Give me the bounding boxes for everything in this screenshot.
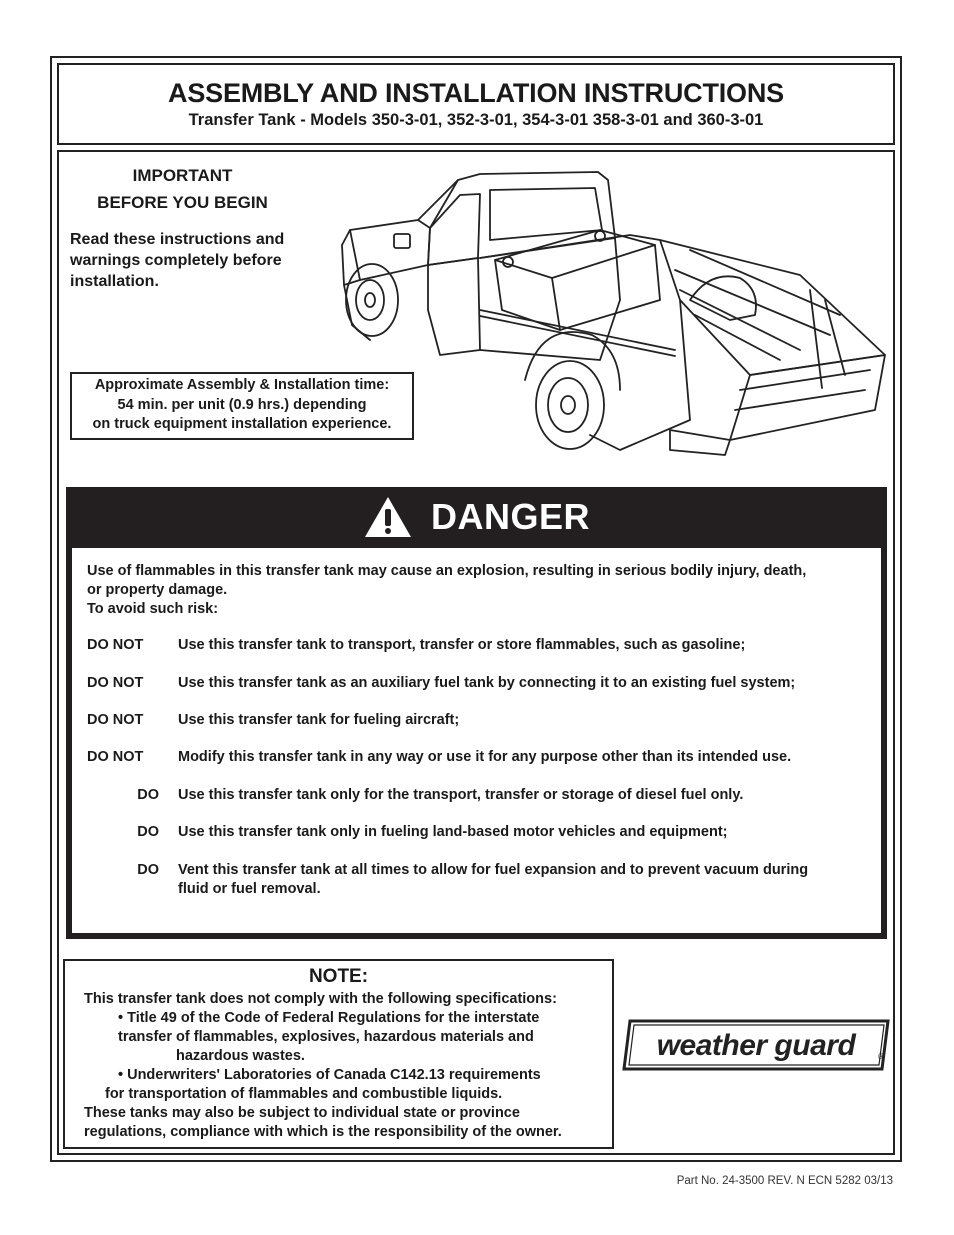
read-line: Read these instructions and xyxy=(70,231,285,248)
before-begin-line: BEFORE YOU BEGIN xyxy=(97,193,268,212)
rule-text: Use this transfer tank as an auxiliary fuel tank by connecting it to an existing fuel system; xyxy=(178,675,796,691)
rule-label: DO NOT xyxy=(87,675,144,691)
registered-mark: ® xyxy=(878,1052,884,1061)
rule-text-line: fluid or fuel removal. xyxy=(178,881,321,897)
rule-text: Modify this transfer tank in any way or use it for any purpose other than its intended use. xyxy=(178,749,792,765)
logo-text: weather guard xyxy=(656,1029,856,1062)
time-line: on truck equipment installation experience. xyxy=(92,416,392,432)
note-line: • Title 49 of the Code of Federal Regulations for the interstate xyxy=(118,1010,540,1026)
danger-intro-line: or property damage. xyxy=(87,582,228,598)
rule-text xyxy=(178,861,878,899)
page-title: ASSEMBLY AND INSTALLATION INSTRUCTIONS xyxy=(168,78,784,108)
rule-label: DO xyxy=(137,824,159,840)
rule-label: DO NOT xyxy=(87,712,144,728)
header-box xyxy=(57,63,895,145)
note-line: hazardous wastes. xyxy=(176,1048,305,1064)
pickup-truck-illustration xyxy=(330,150,890,475)
rule-text: Use this transfer tank only for the transport, transfer or storage of diesel fuel only. xyxy=(178,787,744,803)
danger-intro xyxy=(87,562,877,619)
rule-label: DO NOT xyxy=(87,637,144,653)
rule-text: Use this transfer tank to transport, transfer or store flammables, such as gasoline; xyxy=(178,637,746,653)
danger-content xyxy=(72,548,881,933)
danger-panel xyxy=(66,487,887,939)
note-line: • Underwriters' Laboratories of Canada C142.13 requirements xyxy=(118,1067,541,1083)
note-line: These tanks may also be subject to individual state or province xyxy=(84,1105,520,1121)
danger-heading xyxy=(66,487,887,547)
rule-text: Use this transfer tank only in fueling land-based motor vehicles and equipment; xyxy=(178,824,728,840)
note-line: for transportation of flammables and combustible liquids. xyxy=(105,1086,503,1102)
rule-label: DO xyxy=(137,787,159,803)
important-heading xyxy=(70,162,295,216)
time-line: 54 min. per unit (0.9 hrs.) depending xyxy=(117,396,367,413)
read-line: installation. xyxy=(70,273,159,290)
note-line: transfer of flammables, explosives, hazardous materials and xyxy=(118,1029,534,1045)
danger-intro-line: Use of flammables in this transfer tank may cause an explosion, resulting in serious bodily injury, death, xyxy=(87,563,807,579)
time-line: Approximate Assembly & Installation time: xyxy=(94,377,390,393)
read-line: warnings completely before xyxy=(70,252,282,269)
warning-triangle-icon xyxy=(363,495,413,539)
danger-intro-line: To avoid such risk: xyxy=(87,601,219,617)
rule-text: Use this transfer tank for fueling aircraft; xyxy=(178,712,460,728)
note-line: This transfer tank does not comply with the following specifications: xyxy=(84,991,557,1007)
note-line: regulations, compliance with which is the responsibility of the owner. xyxy=(84,1124,562,1140)
note-box xyxy=(63,959,614,1149)
rule-text-line: Vent this transfer tank at all times to allow for fuel expansion and to prevent vacuum during xyxy=(178,862,809,878)
danger-title: DANGER xyxy=(430,496,590,537)
read-instructions-text xyxy=(70,229,315,292)
important-line: IMPORTANT xyxy=(132,166,233,185)
weather-guard-logo xyxy=(620,1017,895,1073)
page-subtitle: Transfer Tank - Models 350-3-01, 352-3-01, 354-3-01 358-3-01 and 360-3-01 xyxy=(188,111,764,129)
note-title: NOTE: xyxy=(308,966,369,987)
part-number: Part No. 24-3500 REV. N ECN 5282 03/13 xyxy=(676,1175,893,1187)
rule-label: DO NOT xyxy=(87,749,144,765)
rule-label: DO xyxy=(137,862,159,878)
